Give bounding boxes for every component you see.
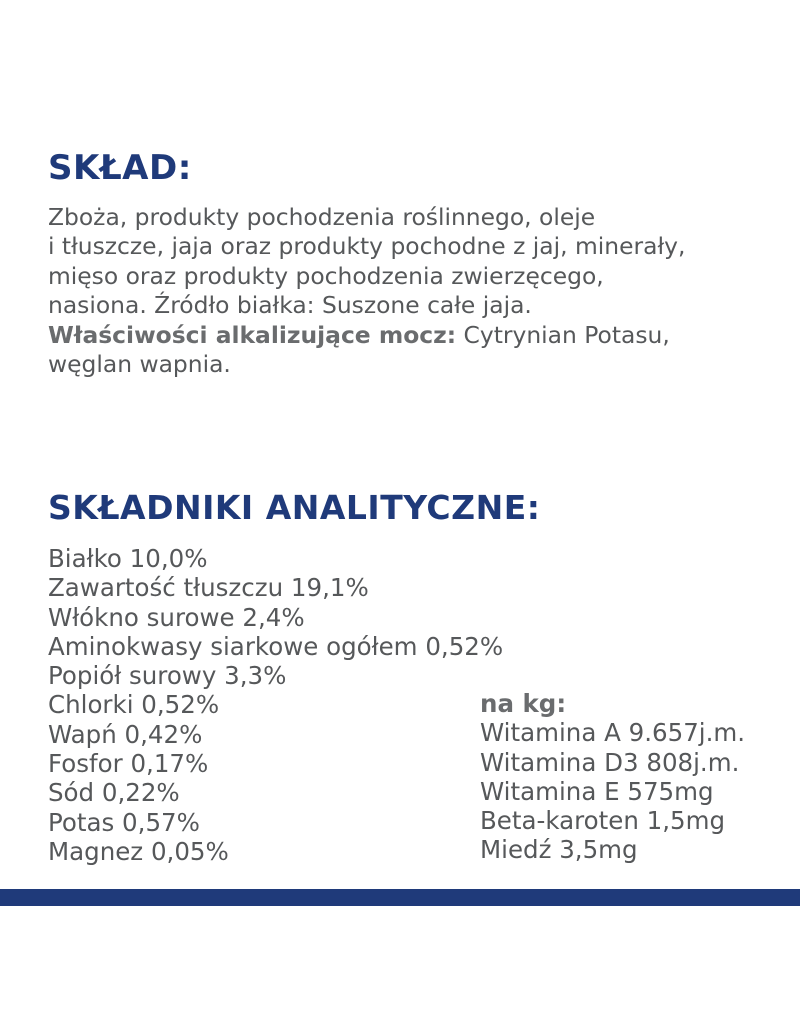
analytical-item: Sód 0,22% <box>48 778 180 808</box>
analytical-item: Popiół surowy 3,3% <box>48 661 287 691</box>
analytical-item: Wapń 0,42% <box>48 719 203 749</box>
per-kg-item: Witamina A 9.657j.m. <box>480 718 746 748</box>
composition-line: nasiona. Źródło białka: Suszone całe jaja. <box>48 291 532 320</box>
per-kg-item: Witamina E 575mg <box>480 776 714 806</box>
composition-line: Zboża, produkty pochodzenia roślinnego, oleje <box>48 203 596 231</box>
alkaline-label: Właściwości alkalizujące mocz: <box>48 320 457 349</box>
composition-text <box>48 203 793 379</box>
composition-line: węglan wapnia. <box>48 350 231 379</box>
per-kg-item: Beta-karoten 1,5mg <box>480 806 726 836</box>
analytical-item: Fosfor 0,17% <box>48 749 209 779</box>
per-kg-item: Miedź 3,5mg <box>480 835 638 865</box>
per-kg-header: na kg: <box>480 689 567 718</box>
bottom-divider-bar <box>0 889 800 906</box>
composition-line: mięso oraz produkty pochodzenia zwierzęcego, <box>48 261 604 290</box>
composition-heading: SKŁAD: <box>48 148 192 188</box>
alkaline-line <box>48 321 793 350</box>
analytical-item: Białko 10,0% <box>48 544 208 573</box>
analytical-item: Aminokwasy siarkowe ogółem 0,52% <box>48 631 504 661</box>
analytical-heading: SKŁADNIKI ANALITYCZNE: <box>48 488 541 527</box>
alkaline-text: Cytrynian Potasu, <box>456 320 670 349</box>
composition-line: i tłuszcze, jaja oraz produkty pochodne z jaj, minerały, <box>48 232 686 261</box>
analytical-item: Włókno surowe 2,4% <box>48 602 305 632</box>
per-kg-item: Witamina D3 808j.m. <box>480 747 740 777</box>
analytical-item: Potas 0,57% <box>48 807 200 837</box>
analytical-list <box>48 544 503 866</box>
per-kg-list <box>480 689 745 865</box>
analytical-item: Zawartość tłuszczu 19,1% <box>48 573 369 603</box>
analytical-item: Chlorki 0,52% <box>48 690 220 720</box>
analytical-item: Magnez 0,05% <box>48 836 229 866</box>
